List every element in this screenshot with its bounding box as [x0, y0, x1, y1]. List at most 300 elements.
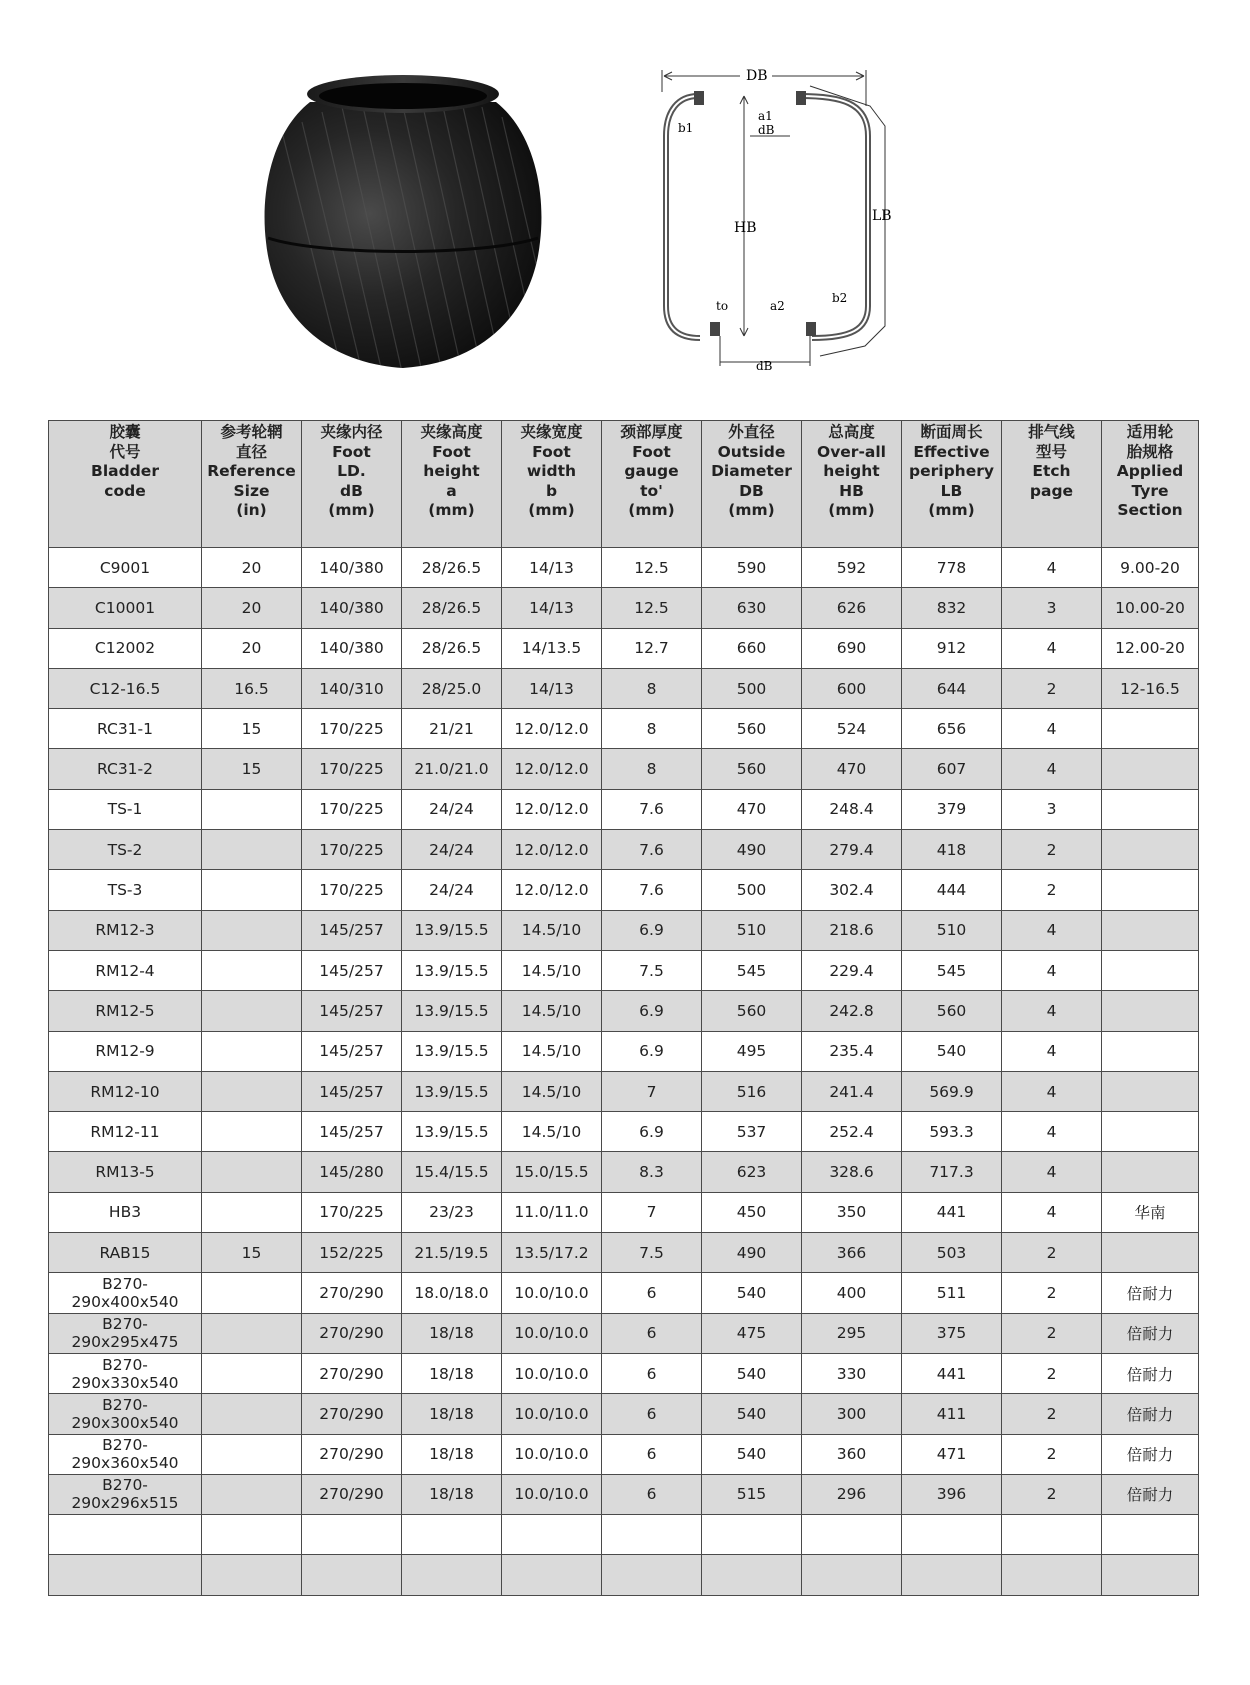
- cell-reference-size: 20: [202, 628, 302, 668]
- cell-outside-diameter: 660: [702, 628, 802, 668]
- header-line: periphery: [909, 462, 994, 480]
- cell-outside-diameter: 500: [702, 870, 802, 910]
- header-line: Size: [233, 481, 270, 500]
- cell-applied-tyre-section: 10.00-20: [1102, 588, 1199, 628]
- header-foot-id: [302, 421, 402, 548]
- cell-foot-height: 24/24: [402, 830, 502, 870]
- cell-effective-periphery: 912: [902, 628, 1002, 668]
- table-row: [49, 870, 1199, 910]
- header-line: dB: [340, 481, 363, 500]
- cell-foot-gauge: 6.9: [602, 910, 702, 950]
- cell-overall-height: 360: [802, 1434, 902, 1474]
- cell-outside-diameter: 510: [702, 910, 802, 950]
- cell-bladder-code: RAB15: [49, 1233, 202, 1273]
- header-etch-page: [1002, 421, 1102, 548]
- cell-foot-height: 13.9/15.5: [402, 950, 502, 990]
- cell-bladder-code: RM12-5: [49, 991, 202, 1031]
- cell-applied-tyre-section: [1102, 1031, 1199, 1071]
- cell-foot-gauge: 8: [602, 668, 702, 708]
- header-line: 适用轮: [1126, 423, 1174, 441]
- cell-foot-gauge: 6: [602, 1434, 702, 1474]
- table-row: [49, 1313, 1199, 1353]
- diagram-label-a1: a1: [758, 109, 773, 123]
- cell-applied-tyre-section: 倍耐力: [1102, 1273, 1199, 1313]
- header-line: 外直径: [728, 423, 775, 441]
- cell-outside-diameter: 490: [702, 830, 802, 870]
- cell-etch-page: [1002, 1555, 1102, 1595]
- cell-overall-height: 229.4: [802, 950, 902, 990]
- cell-applied-tyre-section: [1102, 1233, 1199, 1273]
- cell-reference-size: [202, 830, 302, 870]
- cell-overall-height: 690: [802, 628, 902, 668]
- cell-applied-tyre-section: 12.00-20: [1102, 628, 1199, 668]
- cell-effective-periphery: 503: [902, 1233, 1002, 1273]
- cell-foot-height: 24/24: [402, 789, 502, 829]
- cell-bladder-code: TS-3: [49, 870, 202, 910]
- header-foot-height: [402, 421, 502, 548]
- cell-bladder-code: RM12-4: [49, 950, 202, 990]
- cell-bladder-code: HB3: [49, 1192, 202, 1232]
- cell-foot-height: 13.9/15.5: [402, 1112, 502, 1152]
- cell-overall-height: 592: [802, 548, 902, 588]
- cell-effective-periphery: 418: [902, 830, 1002, 870]
- header-line: 断面周长: [920, 423, 983, 441]
- header-line: Etch: [1032, 462, 1071, 480]
- cell-foot-height: 13.9/15.5: [402, 1031, 502, 1071]
- table-row: [49, 1031, 1199, 1071]
- cell-outside-diameter: 537: [702, 1112, 802, 1152]
- header-line: 总高度: [828, 423, 875, 441]
- cell-foot-gauge: 8: [602, 749, 702, 789]
- cell-outside-diameter: 560: [702, 709, 802, 749]
- cell-bladder-code: C10001: [49, 588, 202, 628]
- table-row: [49, 991, 1199, 1031]
- cell-applied-tyre-section: [1102, 950, 1199, 990]
- cell-bladder-code: RM12-10: [49, 1071, 202, 1111]
- cell-reference-size: [202, 910, 302, 950]
- cell-bladder-code: RM12-11: [49, 1112, 202, 1152]
- cell-effective-periphery: 656: [902, 709, 1002, 749]
- cell-foot-id: 152/225: [302, 1233, 402, 1273]
- cell-bladder-code: TS-1: [49, 789, 202, 829]
- cell-bladder-code: B270-290x295x475: [49, 1313, 202, 1353]
- cell-outside-diameter: 590: [702, 548, 802, 588]
- cell-outside-diameter: 500: [702, 668, 802, 708]
- cell-effective-periphery: 471: [902, 1434, 1002, 1474]
- cell-effective-periphery: 560: [902, 991, 1002, 1031]
- diagram-label-b2: b2: [832, 291, 848, 305]
- cell-foot-id: 140/380: [302, 548, 402, 588]
- cell-outside-diameter: 623: [702, 1152, 802, 1192]
- header-line: code: [104, 481, 146, 500]
- cell-reference-size: [202, 1071, 302, 1111]
- header-line: Foot: [432, 442, 471, 461]
- header-effective-periphery: [902, 421, 1002, 548]
- cell-effective-periphery: 441: [902, 1192, 1002, 1232]
- cell-foot-height: [402, 1555, 502, 1595]
- cell-foot-height: 13.9/15.5: [402, 910, 502, 950]
- cell-reference-size: [202, 1555, 302, 1595]
- cell-effective-periphery: 717.3: [902, 1152, 1002, 1192]
- cell-foot-gauge: [602, 1515, 702, 1555]
- cell-etch-page: 4: [1002, 910, 1102, 950]
- cell-effective-periphery: 832: [902, 588, 1002, 628]
- header-line: Effective: [913, 442, 990, 461]
- cell-foot-id: [302, 1555, 402, 1595]
- cell-overall-height: 300: [802, 1394, 902, 1434]
- cell-foot-height: 21/21: [402, 709, 502, 749]
- cell-reference-size: 20: [202, 548, 302, 588]
- cell-effective-periphery: 379: [902, 789, 1002, 829]
- cell-foot-height: 28/26.5: [402, 588, 502, 628]
- cell-overall-height: 350: [802, 1192, 902, 1232]
- cell-overall-height: 626: [802, 588, 902, 628]
- cell-foot-width: 10.0/10.0: [502, 1434, 602, 1474]
- cell-foot-height: 18/18: [402, 1474, 502, 1514]
- cell-overall-height: 302.4: [802, 870, 902, 910]
- cell-outside-diameter: 495: [702, 1031, 802, 1071]
- table-row: [49, 950, 1199, 990]
- cell-foot-height: 28/26.5: [402, 628, 502, 668]
- cell-foot-width: 10.0/10.0: [502, 1273, 602, 1313]
- cell-foot-id: 170/225: [302, 870, 402, 910]
- cell-foot-gauge: 12.7: [602, 628, 702, 668]
- cell-etch-page: 4: [1002, 749, 1102, 789]
- header-line: Section: [1117, 501, 1183, 519]
- header-line: 代号: [109, 442, 141, 461]
- cell-foot-gauge: 7.5: [602, 1233, 702, 1273]
- cell-outside-diameter: 545: [702, 950, 802, 990]
- cell-overall-height: 400: [802, 1273, 902, 1313]
- cell-foot-height: 18.0/18.0: [402, 1273, 502, 1313]
- header-line: Foot: [332, 442, 371, 461]
- cell-effective-periphery: 569.9: [902, 1071, 1002, 1111]
- cell-effective-periphery: 441: [902, 1353, 1002, 1393]
- cell-reference-size: [202, 991, 302, 1031]
- cell-foot-width: 12.0/12.0: [502, 789, 602, 829]
- cell-foot-width: 10.0/10.0: [502, 1313, 602, 1353]
- cell-foot-gauge: 6: [602, 1353, 702, 1393]
- header-line: Bladder: [91, 462, 159, 480]
- cell-foot-gauge: 7.5: [602, 950, 702, 990]
- table-row: [49, 1555, 1199, 1595]
- table-row: [49, 1394, 1199, 1434]
- cell-outside-diameter: 450: [702, 1192, 802, 1232]
- cell-foot-height: 18/18: [402, 1313, 502, 1353]
- header-line: 夹缘内径: [320, 423, 383, 441]
- cell-foot-id: 145/257: [302, 1071, 402, 1111]
- table-row: [49, 1071, 1199, 1111]
- cell-foot-id: 145/257: [302, 1112, 402, 1152]
- header-line: b: [545, 481, 558, 500]
- cell-foot-width: 14/13: [502, 548, 602, 588]
- cell-reference-size: [202, 789, 302, 829]
- header-line: height: [823, 462, 880, 480]
- cell-foot-width: [502, 1555, 602, 1595]
- cell-etch-page: [1002, 1515, 1102, 1555]
- cell-applied-tyre-section: 倍耐力: [1102, 1394, 1199, 1434]
- header-line: Tyre: [1131, 481, 1169, 500]
- table-row: [49, 548, 1199, 588]
- cell-effective-periphery: 540: [902, 1031, 1002, 1071]
- cell-outside-diameter: 516: [702, 1071, 802, 1111]
- cell-foot-height: 18/18: [402, 1434, 502, 1474]
- cell-etch-page: 4: [1002, 1152, 1102, 1192]
- cell-foot-width: 14.5/10: [502, 910, 602, 950]
- cell-bladder-code: RM12-9: [49, 1031, 202, 1071]
- cell-overall-height: 242.8: [802, 991, 902, 1031]
- cell-applied-tyre-section: 倍耐力: [1102, 1353, 1199, 1393]
- header-foot-width: [502, 421, 602, 548]
- cell-reference-size: [202, 870, 302, 910]
- table-row: [49, 1353, 1199, 1393]
- header-bladder-code: [49, 421, 202, 548]
- cell-foot-height: 13.9/15.5: [402, 991, 502, 1031]
- cell-bladder-code: B270-290x300x540: [49, 1394, 202, 1434]
- cell-applied-tyre-section: [1102, 870, 1199, 910]
- cell-etch-page: 2: [1002, 1434, 1102, 1474]
- cell-bladder-code: [49, 1555, 202, 1595]
- table-row: [49, 628, 1199, 668]
- cell-foot-height: 15.4/15.5: [402, 1152, 502, 1192]
- cell-reference-size: 15: [202, 1233, 302, 1273]
- cell-effective-periphery: 545: [902, 950, 1002, 990]
- diagram-label-b1: b1: [678, 121, 694, 135]
- cell-foot-height: [402, 1515, 502, 1555]
- cell-reference-size: [202, 1273, 302, 1313]
- cell-etch-page: 4: [1002, 1071, 1102, 1111]
- cell-foot-id: 145/257: [302, 910, 402, 950]
- cell-applied-tyre-section: [1102, 709, 1199, 749]
- header-line: to': [640, 481, 663, 500]
- cell-etch-page: 3: [1002, 789, 1102, 829]
- cell-reference-size: [202, 1031, 302, 1071]
- cell-bladder-code: RM13-5: [49, 1152, 202, 1192]
- header-line: (mm): [528, 501, 575, 519]
- cell-reference-size: 20: [202, 588, 302, 628]
- header-line: HB: [839, 481, 864, 500]
- cell-foot-width: 14.5/10: [502, 1031, 602, 1071]
- header-line: Reference: [207, 462, 296, 480]
- cell-reference-size: 15: [202, 749, 302, 789]
- cell-foot-width: 10.0/10.0: [502, 1394, 602, 1434]
- cell-overall-height: 296: [802, 1474, 902, 1514]
- cell-outside-diameter: 630: [702, 588, 802, 628]
- header-line: 排气线: [1028, 423, 1075, 441]
- cell-overall-height: 241.4: [802, 1071, 902, 1111]
- cell-applied-tyre-section: 倍耐力: [1102, 1474, 1199, 1514]
- cell-effective-periphery: 593.3: [902, 1112, 1002, 1152]
- cell-foot-height: 21.0/21.0: [402, 749, 502, 789]
- table-row: [49, 588, 1199, 628]
- cell-outside-diameter: 540: [702, 1434, 802, 1474]
- header-line: width: [526, 462, 577, 480]
- cell-etch-page: 3: [1002, 588, 1102, 628]
- cell-etch-page: 2: [1002, 1474, 1102, 1514]
- cell-outside-diameter: 475: [702, 1313, 802, 1353]
- cell-etch-page: 2: [1002, 1273, 1102, 1313]
- cell-overall-height: 470: [802, 749, 902, 789]
- cell-etch-page: 2: [1002, 1233, 1102, 1273]
- cell-etch-page: 4: [1002, 628, 1102, 668]
- cell-foot-gauge: 6: [602, 1474, 702, 1514]
- cell-outside-diameter: 540: [702, 1273, 802, 1313]
- cell-foot-id: 270/290: [302, 1394, 402, 1434]
- cell-overall-height: [802, 1515, 902, 1555]
- cell-etch-page: 2: [1002, 1313, 1102, 1353]
- cell-foot-height: 13.9/15.5: [402, 1071, 502, 1111]
- cell-foot-id: 140/380: [302, 628, 402, 668]
- cell-foot-width: 14.5/10: [502, 1112, 602, 1152]
- cell-etch-page: 2: [1002, 1353, 1102, 1393]
- cell-reference-size: [202, 1313, 302, 1353]
- header-line: 型号: [1035, 442, 1067, 461]
- cell-applied-tyre-section: 华南: [1102, 1192, 1199, 1232]
- cell-foot-gauge: 7: [602, 1071, 702, 1111]
- cell-applied-tyre-section: [1102, 910, 1199, 950]
- cell-foot-gauge: 7.6: [602, 830, 702, 870]
- cell-outside-diameter: 560: [702, 749, 802, 789]
- cell-bladder-code: RM12-3: [49, 910, 202, 950]
- cell-foot-id: 270/290: [302, 1313, 402, 1353]
- cell-foot-width: [502, 1515, 602, 1555]
- header-line: 夹缘宽度: [520, 423, 583, 441]
- header-line: 胎规格: [1126, 442, 1174, 461]
- header-line: a: [446, 481, 457, 500]
- cell-foot-gauge: 7: [602, 1192, 702, 1232]
- cell-applied-tyre-section: 倍耐力: [1102, 1313, 1199, 1353]
- header-line: LD.: [337, 462, 366, 480]
- cell-etch-page: 2: [1002, 870, 1102, 910]
- header-line: Applied: [1116, 462, 1184, 480]
- cell-etch-page: 2: [1002, 668, 1102, 708]
- bladder-photo: [262, 72, 544, 374]
- cell-foot-width: 12.0/12.0: [502, 870, 602, 910]
- header-line: (mm): [728, 501, 775, 519]
- table-row: [49, 668, 1199, 708]
- cell-reference-size: [202, 1434, 302, 1474]
- cell-foot-id: 170/225: [302, 709, 402, 749]
- cell-foot-gauge: 6: [602, 1313, 702, 1353]
- cell-applied-tyre-section: [1102, 749, 1199, 789]
- cell-effective-periphery: 396: [902, 1474, 1002, 1514]
- cell-foot-id: 170/225: [302, 830, 402, 870]
- header-line: Outside: [717, 442, 786, 461]
- table-row: [49, 1434, 1199, 1474]
- header-line: 参考轮辋: [220, 423, 283, 441]
- cell-foot-gauge: 8: [602, 709, 702, 749]
- diagram-label-db-bottom: dB: [756, 359, 773, 373]
- cell-foot-id: 145/280: [302, 1152, 402, 1192]
- table-row: [49, 1273, 1199, 1313]
- cell-bladder-code: RC31-1: [49, 709, 202, 749]
- header-line: 胶囊: [109, 423, 141, 441]
- header-line: Diameter: [711, 462, 792, 480]
- table-header-row: [49, 421, 1199, 548]
- cell-foot-id: 270/290: [302, 1353, 402, 1393]
- header-line: (mm): [328, 501, 375, 519]
- cell-foot-width: 10.0/10.0: [502, 1474, 602, 1514]
- cell-applied-tyre-section: [1102, 830, 1199, 870]
- cell-foot-gauge: 6.9: [602, 1031, 702, 1071]
- cell-bladder-code: C12002: [49, 628, 202, 668]
- cell-foot-id: 270/290: [302, 1273, 402, 1313]
- cell-bladder-code: RC31-2: [49, 749, 202, 789]
- cell-foot-width: 13.5/17.2: [502, 1233, 602, 1273]
- header-line: 夹缘高度: [420, 423, 483, 441]
- cell-foot-gauge: 8.3: [602, 1152, 702, 1192]
- cell-foot-width: 14.5/10: [502, 950, 602, 990]
- bladder-cross-section-diagram: [660, 66, 936, 406]
- header-line: page: [1029, 481, 1074, 500]
- cell-overall-height: 248.4: [802, 789, 902, 829]
- cell-reference-size: [202, 1353, 302, 1393]
- cell-effective-periphery: [902, 1515, 1002, 1555]
- cell-overall-height: 366: [802, 1233, 902, 1273]
- header-line: (mm): [628, 501, 675, 519]
- cell-outside-diameter: [702, 1515, 802, 1555]
- cell-applied-tyre-section: [1102, 1071, 1199, 1111]
- cell-reference-size: [202, 1394, 302, 1434]
- header-line: LB: [940, 481, 963, 500]
- header-line: (in): [236, 501, 267, 519]
- cell-etch-page: 2: [1002, 830, 1102, 870]
- table-body: [49, 548, 1199, 1596]
- cell-bladder-code: [49, 1515, 202, 1555]
- cell-foot-id: [302, 1515, 402, 1555]
- table-row: [49, 749, 1199, 789]
- cell-reference-size: 15: [202, 709, 302, 749]
- cell-overall-height: [802, 1555, 902, 1595]
- table-row: [49, 910, 1199, 950]
- table-row: [49, 709, 1199, 749]
- cell-foot-width: 12.0/12.0: [502, 830, 602, 870]
- diagram-label-to: to: [716, 299, 729, 313]
- cell-foot-height: 24/24: [402, 870, 502, 910]
- header-line: (mm): [928, 501, 975, 519]
- cell-foot-id: 270/290: [302, 1474, 402, 1514]
- cell-reference-size: [202, 1474, 302, 1514]
- cell-applied-tyre-section: [1102, 991, 1199, 1031]
- table-row: [49, 1192, 1199, 1232]
- cell-overall-height: 328.6: [802, 1152, 902, 1192]
- cell-foot-width: 14.5/10: [502, 1071, 602, 1111]
- header-foot-gauge: [602, 421, 702, 548]
- cell-foot-id: 145/257: [302, 1031, 402, 1071]
- cell-bladder-code: C9001: [49, 548, 202, 588]
- header-outside-diameter: [702, 421, 802, 548]
- cell-outside-diameter: 540: [702, 1394, 802, 1434]
- cell-etch-page: 4: [1002, 950, 1102, 990]
- table-row: [49, 1152, 1199, 1192]
- cell-foot-gauge: 6.9: [602, 991, 702, 1031]
- cell-bladder-code: TS-2: [49, 830, 202, 870]
- cell-outside-diameter: 515: [702, 1474, 802, 1514]
- cell-etch-page: 4: [1002, 1192, 1102, 1232]
- cell-foot-gauge: 7.6: [602, 789, 702, 829]
- diagram-label-lb: LB: [872, 208, 892, 224]
- cell-reference-size: [202, 1515, 302, 1555]
- diagram-label-db: DB: [746, 68, 768, 84]
- table-row: [49, 789, 1199, 829]
- table-row: [49, 1233, 1199, 1273]
- cell-effective-periphery: 644: [902, 668, 1002, 708]
- cell-bladder-code: B270-290x296x515: [49, 1474, 202, 1514]
- cell-overall-height: 330: [802, 1353, 902, 1393]
- cell-applied-tyre-section: 12-16.5: [1102, 668, 1199, 708]
- cell-overall-height: 524: [802, 709, 902, 749]
- cell-effective-periphery: 510: [902, 910, 1002, 950]
